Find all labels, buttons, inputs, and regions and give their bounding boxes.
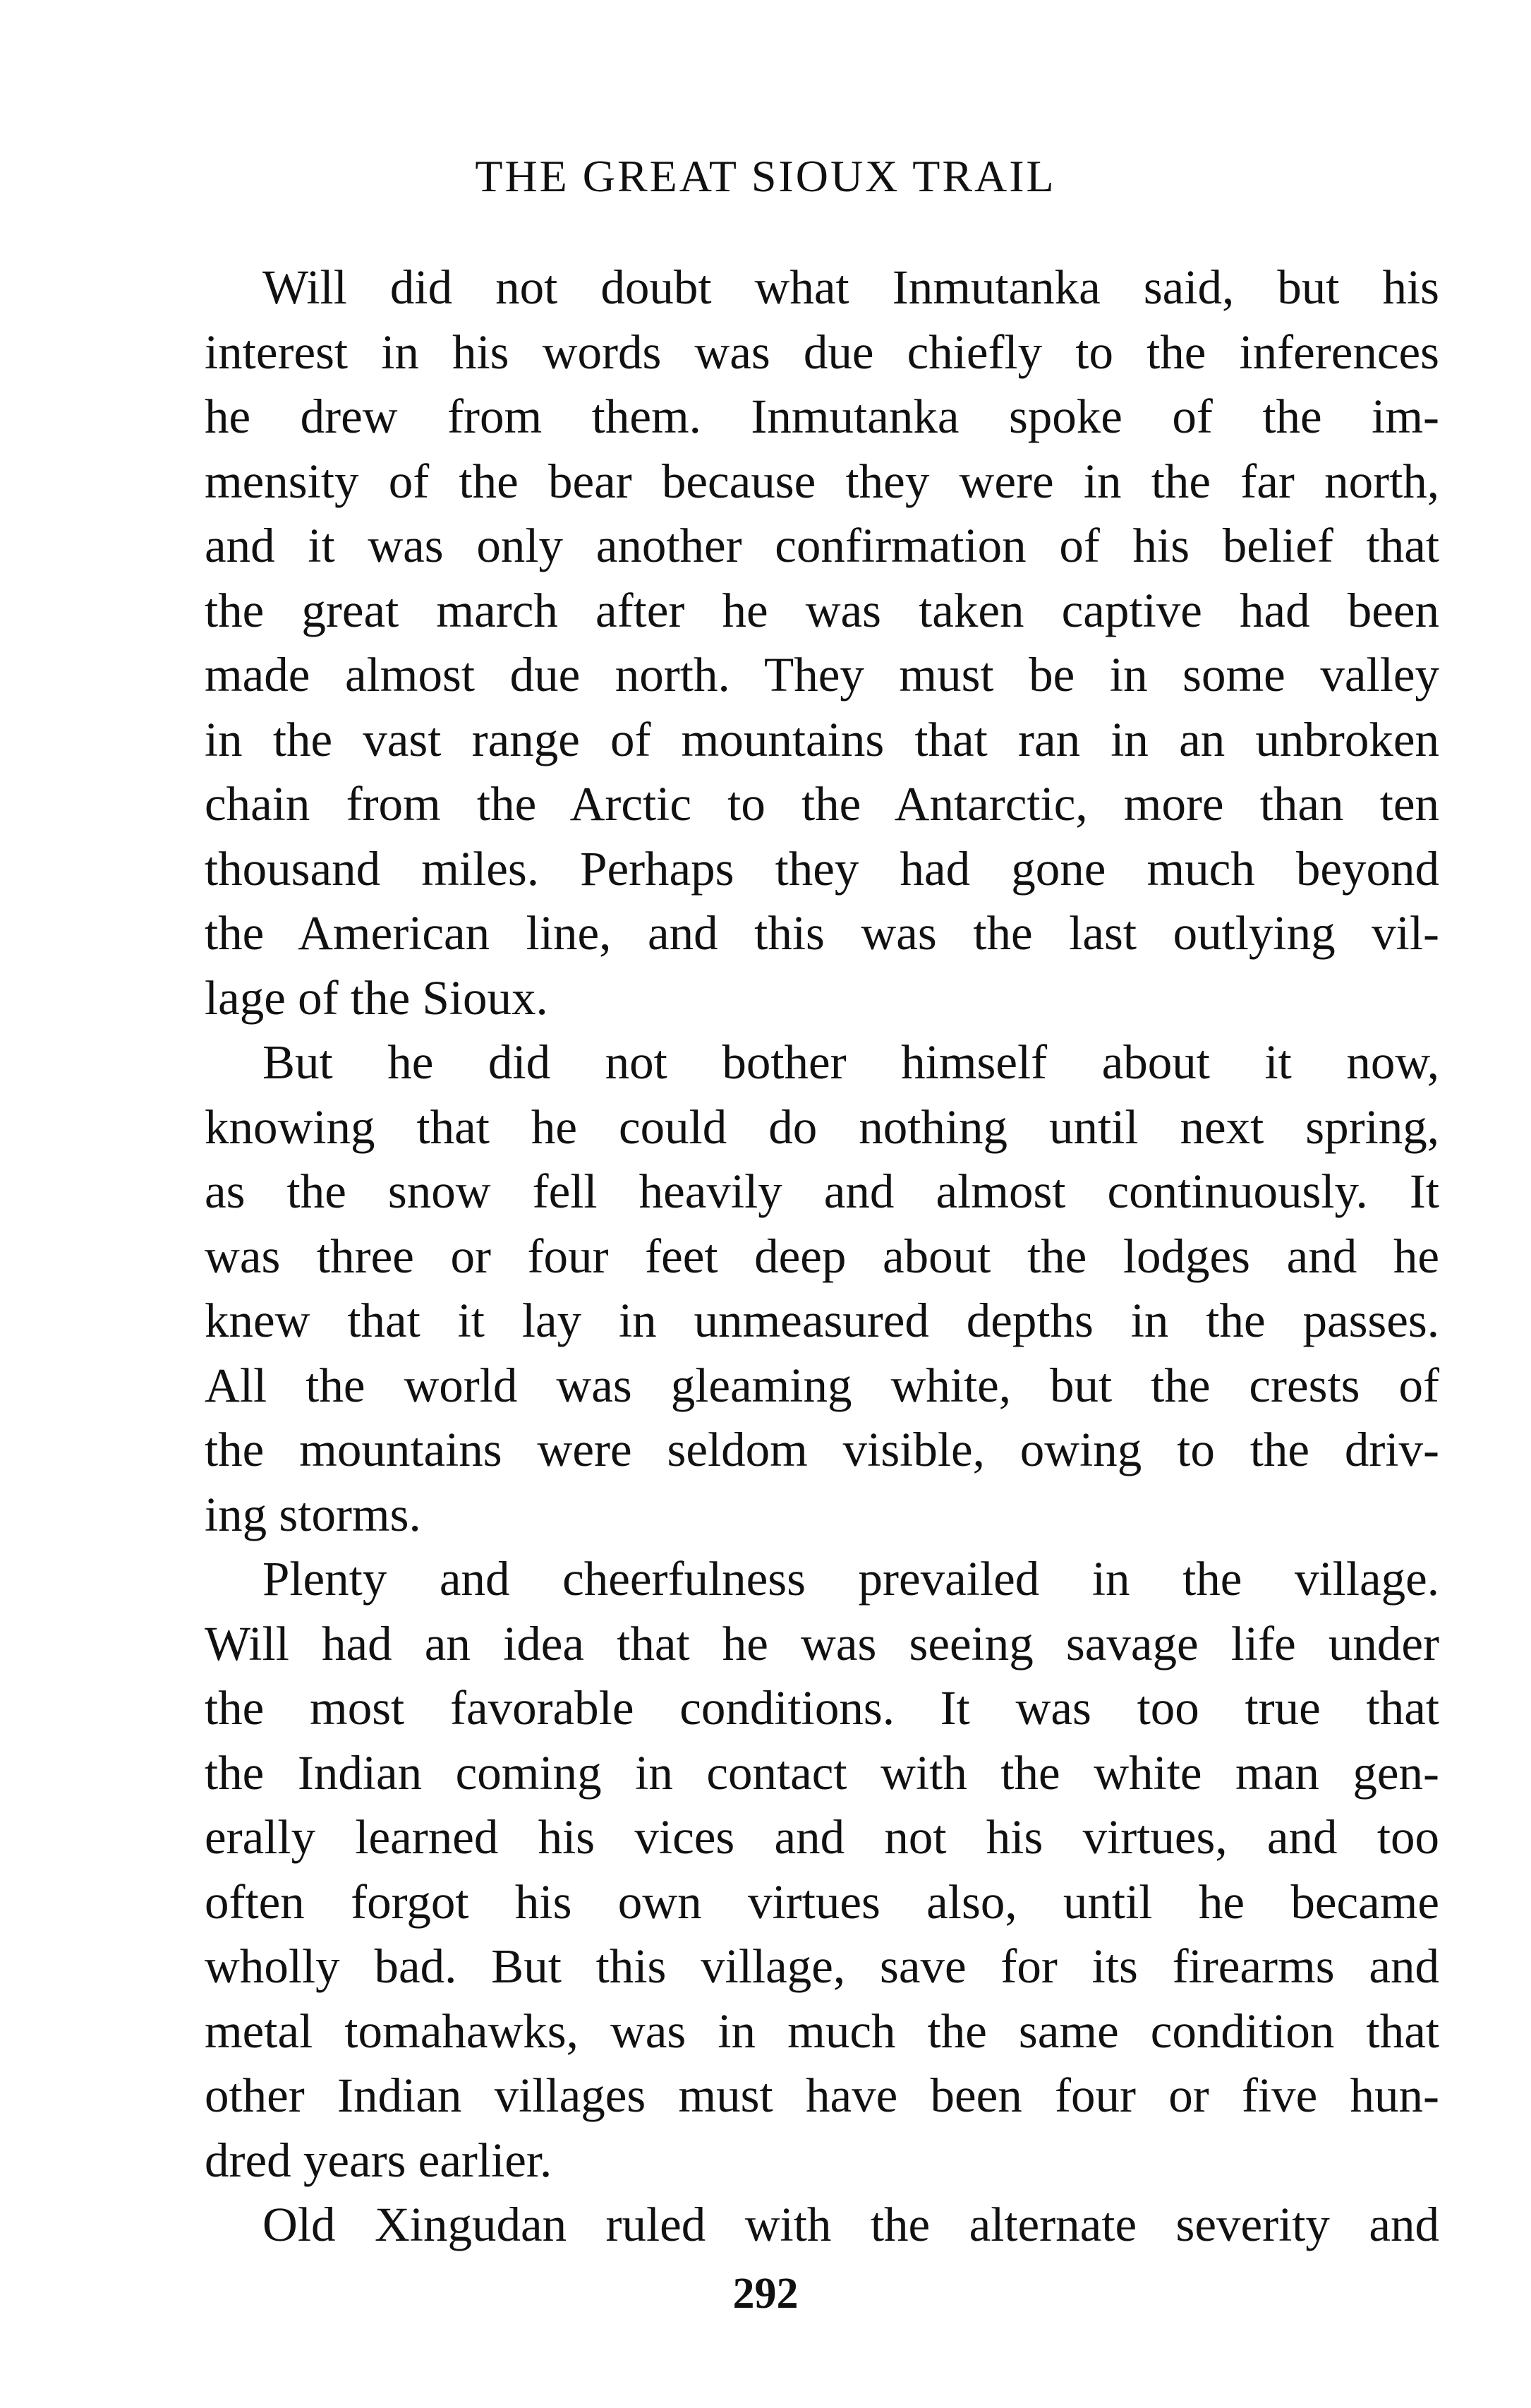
text-line: was three or four feet deep about the lodges and he [205, 1229, 1439, 1283]
text-line: All the world was gleaming white, but the crests of [205, 1358, 1439, 1412]
text-line: made almost due north. They must be in some valley [205, 648, 1439, 702]
text-line: often forgot his own virtues also, until he became [205, 1874, 1439, 1929]
page-number: 292 [732, 2270, 799, 2318]
text-line: Old Xingudan ruled with the alternate severity and [262, 2198, 1439, 2251]
text-line: thousand miles. Perhaps they had gone much beyond [205, 841, 1439, 896]
text-line: and it was only another confirmation of his belief that [205, 519, 1439, 572]
text-line: metal tomahawks, was in much the same condition that [205, 2004, 1439, 2058]
text-line: other Indian villages must have been four or five hun- [205, 2069, 1439, 2122]
text-line: Will did not doubt what Inmutanka said, but his [262, 260, 1439, 314]
text-line: lage of the Sioux. [205, 970, 548, 1025]
text-line: dred years earlier. [205, 2133, 552, 2187]
body-text [205, 255, 1439, 2258]
text-line: in the vast range of mountains that ran in an unbroken [205, 712, 1439, 766]
text-line: he drew from them. Inmutanka spoke of the im- [205, 390, 1439, 443]
text-line: wholly bad. But this village, save for its firearms and [205, 1939, 1439, 1993]
text-line: as the snow fell heavily and almost continuously. It [205, 1164, 1439, 1218]
running-title: THE GREAT SIOUX TRAIL [475, 151, 1056, 201]
text-line: knowing that he could do nothing until next spring, [205, 1100, 1439, 1154]
text-line: the American line, and this was the last outlying vil- [205, 906, 1439, 960]
text-line: erally learned his vices and not his virtues, and too [205, 1810, 1439, 1864]
text-line: the mountains were seldom visible, owing to the driv- [205, 1423, 1439, 1476]
text-line: chain from the Arctic to the Antarctic, more than ten [205, 777, 1439, 831]
text-line: mensity of the bear because they were in the far north, [205, 454, 1439, 508]
text-line: the most favorable conditions. It was too true that [205, 1681, 1439, 1735]
text-line: the Indian coming in contact with the white man gen- [205, 1745, 1439, 1800]
text-line: But he did not bother himself about it now, [262, 1035, 1439, 1089]
text-line: Will had an idea that he was seeing savage life under [205, 1616, 1439, 1670]
text-line: knew that it lay in unmeasured depths in the passes. [205, 1294, 1439, 1347]
text-line: ing storms. [205, 1487, 421, 1541]
text-line: interest in his words was due chiefly to the inferences [205, 325, 1439, 379]
text-line: Plenty and cheerfulness prevailed in the village. [262, 1552, 1439, 1606]
text-line: the great march after he was taken captive had been [205, 583, 1439, 637]
